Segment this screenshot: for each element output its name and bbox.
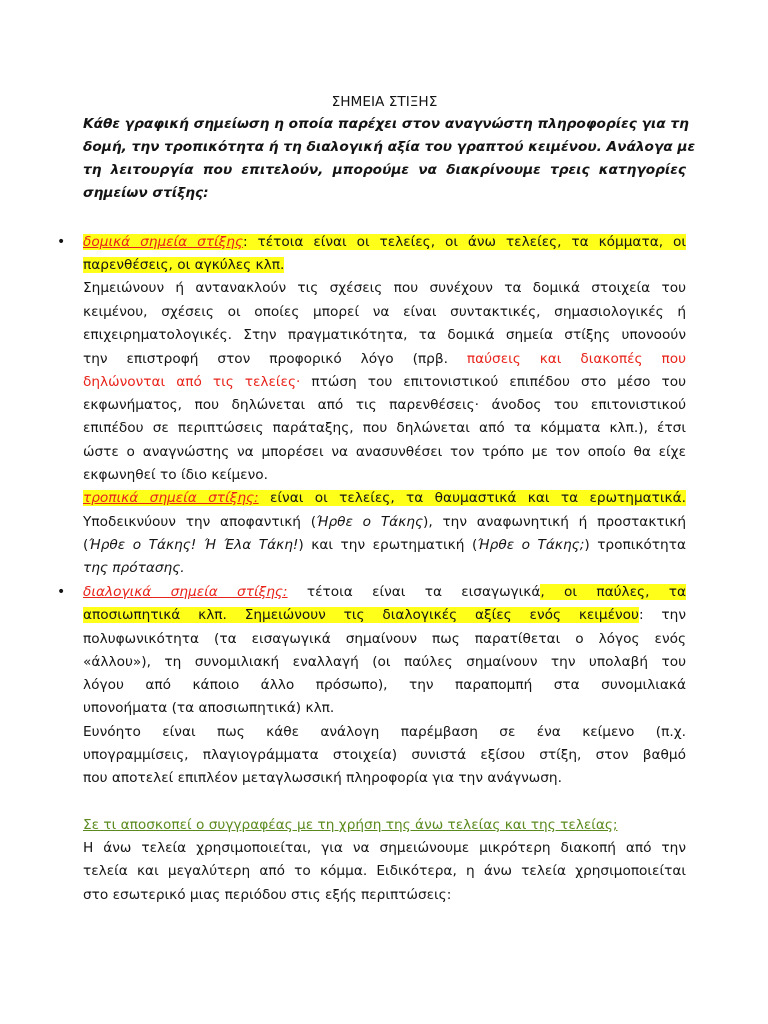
bullet-icon: • bbox=[57, 234, 66, 250]
tropika-line-3-b: ) και την ερωτηματική ( bbox=[298, 537, 478, 553]
bullet-icon: • bbox=[57, 584, 66, 600]
question-line-2: τελεία και μεγαλύτερη από το κόμμα. Ειδικότερα, η άνω τελεία χρησιμοποιείται bbox=[83, 863, 686, 879]
domika-line-9: επιπέδου σε περιπτώσεις παράταξης, που δηλώνεται από τα κόμματα κλπ.), έτσι bbox=[83, 420, 686, 436]
domika-line-10: ώστε ο αναγνώστης να μπορέσει να ανασυνθέσει τον τρόπο με τον οποίο θα είχε bbox=[83, 444, 686, 460]
tropika-line-3 bbox=[83, 535, 686, 556]
tropika-line-3-c: ) τροπικότητα bbox=[584, 537, 686, 553]
tropika-line-2-a: Υποδεικνύουν την αποφαντική ( bbox=[83, 514, 317, 530]
tropika-line-1 bbox=[83, 488, 686, 509]
domika-line-8: εκφωνήματος, που δηλώνεται από τις παρενθέσεις· άνοδος του επιτονιστικού bbox=[83, 397, 686, 413]
domika-line-2 bbox=[83, 255, 686, 276]
intro-line-4: σημείων στίξης: bbox=[83, 185, 209, 201]
question-heading: Σε τι αποσκοπεί ο συγγραφέας με τη χρήση της άνω τελείας και της τελείας; bbox=[83, 817, 618, 833]
intro-line-3: τη λειτουργία που επιτελούν, μπορούμε να διακρίνουμε τρεις κατηγορίες bbox=[83, 162, 686, 178]
dialogika-line-2-b: : την bbox=[638, 607, 686, 623]
tropika-line-3-a: ( bbox=[83, 537, 89, 553]
domika-line-11: εκφωνηθεί το ίδιο κείμενο. bbox=[83, 467, 268, 483]
domika-line-1-rest: τέτοια είναι οι τελείες, οι άνω τελείες, τα κόμματα, οι bbox=[247, 234, 686, 250]
intro-line-2: δομή, την τροπικότητα ή τη διαλογική αξία του γραπτού κειμένου. Ανάλογα με bbox=[83, 139, 696, 155]
domika-line-6-a: την επιστροφή στον προφορικό λόγο (πρβ. bbox=[83, 351, 467, 367]
tropika-term: τροπικά σημεία στίξης: bbox=[83, 490, 259, 506]
tropika-example-1: Ήρθε ο Τάκης bbox=[316, 514, 423, 530]
dialogika-line-2-hl: αποσιωπητικά κλπ. Σημειώνουν τις διαλογικές αξίες ενός κειμένου bbox=[83, 607, 639, 623]
dialogika-term: διαλογικά σημεία στίξης: bbox=[83, 584, 288, 600]
dialogika-line-5: λόγου από κάποιο άλλο πρόσωπο), την παραπομπή στα συνομιλιακά bbox=[83, 677, 686, 693]
domika-colon: : bbox=[243, 234, 248, 250]
dialogika-line-6: υπονοήματα (τα αποσιωπητικά) κλπ. bbox=[83, 700, 335, 716]
dialogika-line-8: υπογραμμίσεις, πλαγιογράμματα στοιχεία) συνιστά εξίσου στίξη, στον βαθμό bbox=[83, 747, 686, 763]
dialogika-line-4: «άλλου»), τη συνομιλιακή εναλλαγή (οι παύλες σημαίνουν την υπολαβή του bbox=[83, 654, 686, 670]
tropika-example-2: Ήρθε ο Τάκης! Ή Έλα Τάκη! bbox=[88, 537, 299, 553]
dialogika-line-1-hl: , οι παύλες, τα bbox=[540, 584, 686, 600]
domika-line-6 bbox=[83, 349, 686, 370]
domika-line-4: κειμένου, σχέσεις οι οποίες μπορεί να είναι συντακτικές, σημασιολογικές ή bbox=[83, 304, 686, 320]
tropika-line-2 bbox=[83, 512, 686, 533]
question-line-3: στο εσωτερικό μιας περιόδου στις εξής περιπτώσεις: bbox=[83, 887, 452, 903]
dialogika-line-1-mid: τέτοια είναι τα εισαγωγικά bbox=[287, 584, 541, 600]
tropika-line-1-rest: είναι οι τελείες, τα θαυμαστικά και τα ερωτηματικά. bbox=[258, 490, 686, 506]
dialogika-line-9: που αποτελεί επιπλέον μεταγλωσσική πληροφορία για την ανάγνωση. bbox=[83, 770, 562, 786]
page-title: ΣΗΜΕΙΑ ΣΤΙΞΗΣ bbox=[331, 94, 438, 110]
tropika-example-3: Ήρθε ο Τάκης; bbox=[477, 537, 585, 553]
tropika-line-2-b: ), την αναφωνητική ή προστακτική bbox=[422, 514, 686, 530]
dialogika-line-3: πολυφωνικότητα (τα εισαγωγικά σημαίνουν πως παρατίθεται ο λόγος ενός bbox=[83, 631, 686, 647]
dialogika-line-7: Ευνόητο είναι πως κάθε ανάλογη παρέμβαση σε ένα κείμενο (π.χ. bbox=[83, 724, 686, 740]
question-line-1: Η άνω τελεία χρησιμοποιείται, για να σημειώνουμε μικρότερη διακοπή από την bbox=[83, 840, 686, 856]
dialogika-line-2 bbox=[83, 605, 686, 626]
domika-line-5: επιχειρηματολογικές. Στην πραγματικότητα, τα δομικά σημεία στίξης υπονοούν bbox=[83, 327, 686, 343]
domika-line-1 bbox=[83, 232, 686, 253]
domika-line-3: Σημειώνουν ή αντανακλούν τις σχέσεις που συνέχουν τα δομικά στοιχεία του bbox=[83, 280, 686, 296]
intro-line-1: Κάθε γραφική σημείωση η οποία παρέχει στον αναγνώστη πληροφορίες για τη bbox=[83, 116, 689, 132]
domika-line-7 bbox=[83, 372, 686, 393]
domika-line-7-red: δηλώνονται από τις τελείες· bbox=[83, 374, 301, 390]
dialogika-line-1 bbox=[83, 582, 686, 603]
domika-line-7-b: πτώση του επιτονιστικού επιπέδου στο μέσο του bbox=[300, 374, 686, 390]
tropika-line-4: της πρότασης. bbox=[83, 560, 185, 576]
domika-line-2-text: παρενθέσεις, οι αγκύλες κλπ. bbox=[83, 257, 285, 273]
domika-term: δομικά σημεία στίξης bbox=[83, 234, 243, 250]
domika-line-6-red: παύσεις και διακοπές που bbox=[466, 351, 686, 367]
